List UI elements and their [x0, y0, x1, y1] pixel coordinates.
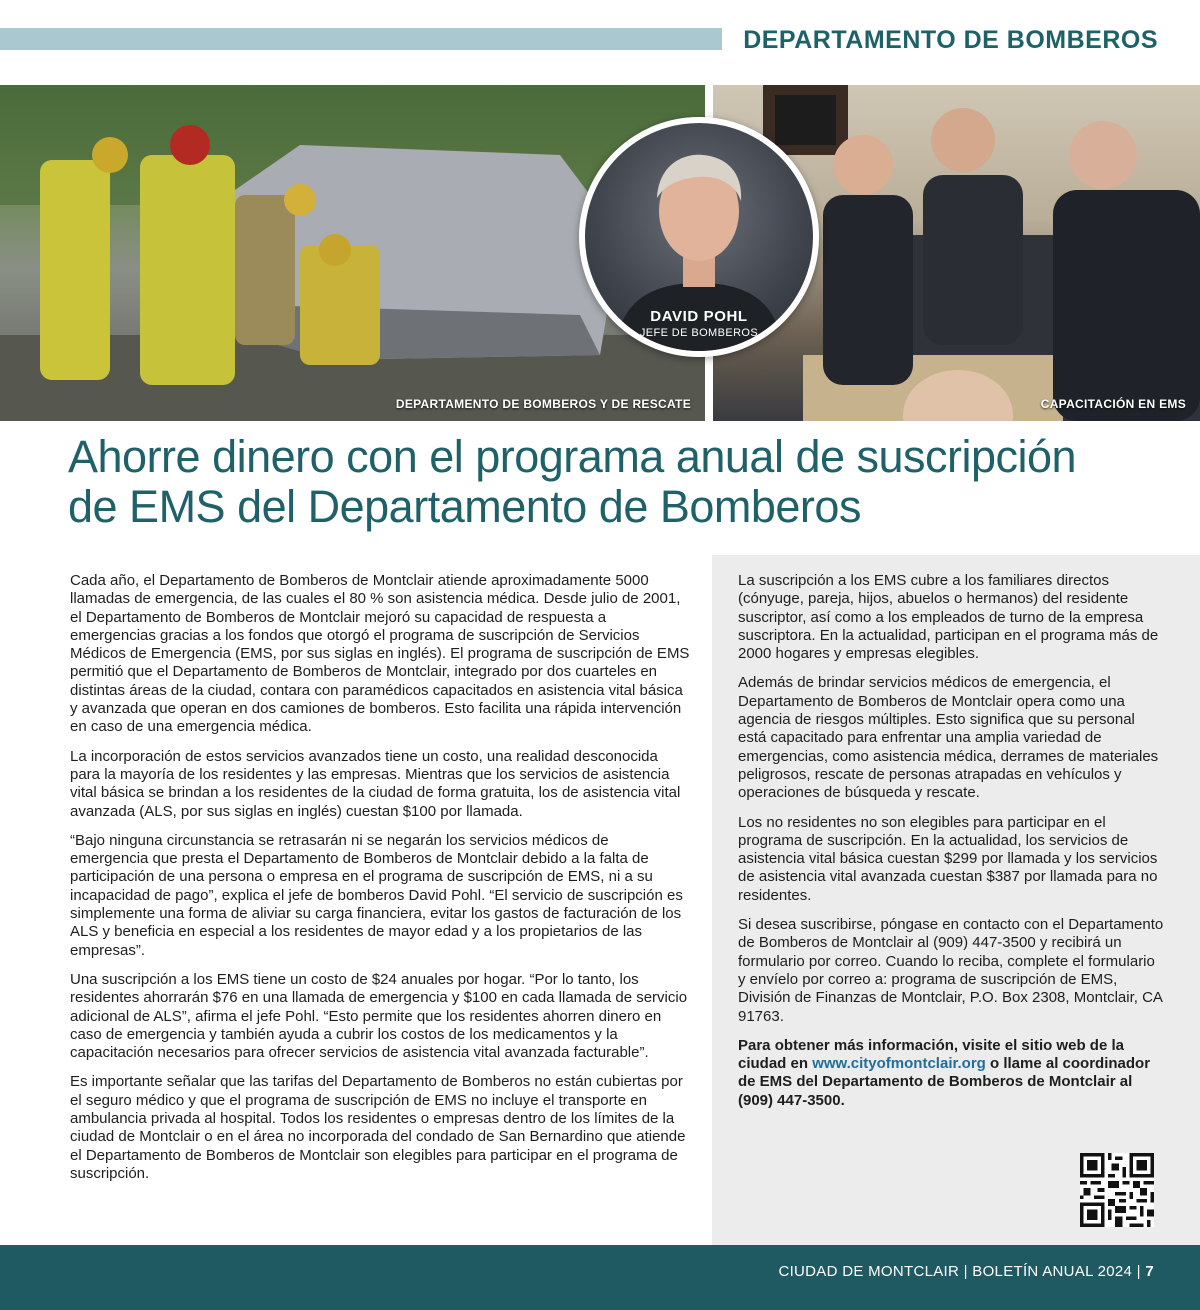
footer-publication: CIUDAD DE MONTCLAIR | BOLETÍN ANUAL 2024 | — [778, 1263, 1141, 1280]
qr-code-icon[interactable] — [1080, 1153, 1154, 1227]
paragraph: “Bajo ninguna circunstancia se retrasarán ni se negarán los servicios médicos de emergencia que presta el Departamento de Bomberos de Montclair debido a la falta de participación de una persona o empresa en el programa de suscripción de EMS, ni a su incapacidad de pago”, explica el jefe de bomberos David Pohl. “El servicio de suscripción es simplemente una forma de aliviar su carga financiera, evitar los gastos de facturación de los ALS y beneficia en especial a los residentes de mayor edad y a los propietarios de las empresas”. — [70, 831, 683, 959]
paragraph: Es importante señalar que las tarifas del Departamento de Bomberos no están cubiertas por el seguro médico y que el programa de suscripción de EMS no incluye el transporte en ambulancia privada al hospital. Todos los residentes o empresas dentro de los límites de la ciudad de Montclair o en el área no incorporada del condado de San Bernardino que atiende el Departamento de Bomberos de Montclair son elegibles para participar en el programa de suscripción. — [70, 1073, 686, 1182]
paragraph: La incorporación de estos servicios avanzados tiene un costo, una realidad desconocida para la mayoría de los residentes y las empresas. Mientras que los servicios de asistencia vital básica se brindan a los residentes de la ciudad de forma gratuita, los de asistencia vital avanzada (ALS, por sus siglas en inglés) cuestan $100 por llamada. — [70, 747, 681, 820]
paragraph: Los no residentes no son elegibles para participar en el programa de suscripción. En la actualidad, los servicios de asistencia vital básica cuestan $299 por llamada y los servicios de asistencia vital avanzada cuestan $387 por llamada para no residentes. — [738, 813, 1158, 904]
chief-portrait — [579, 117, 819, 357]
paragraph: La suscripción a los EMS cubre a los familiares directos (cónyuge, pareja, hijos, abuelos o hermanos) del residente suscriptor, así como a los empleados de turno de la empresa suscriptora. En la actualidad, participan en el programa más de 2000 hogares y empresas elegibles. — [738, 572, 1159, 663]
info-text-before: Para obtener más información, visite el sitio web de la ciudad en — [738, 1036, 1124, 1073]
article-left-column — [70, 572, 690, 1194]
headline-line-1: Ahorre dinero con el programa anual de suscripción — [68, 431, 1077, 482]
article-headline — [68, 432, 1148, 532]
page-number: 7 — [1145, 1263, 1154, 1280]
header-accent-bar — [0, 28, 722, 50]
portrait-name: DAVID POHL — [650, 308, 748, 325]
headline-line-2: de EMS del Departamento de Bomberos — [68, 481, 861, 532]
more-info-paragraph — [738, 1037, 1164, 1110]
paragraph: Además de brindar servicios médicos de emergencia, el Departamento de Bomberos de Montclair opera como una agencia de riesgos múltiples. Esto significa que su personal está capacitado para enfrentar una amplia variedad de emergencias, como asistencia médica, derrames de materiales peligrosos, rescate de personas atrapadas en vehículos y operaciones de búsqueda y rescate. — [738, 674, 1159, 802]
city-website-link[interactable]: www.cityofmontclair.org — [812, 1055, 986, 1073]
paragraph: Una suscripción a los EMS tiene un costo de $24 anuales por hogar. “Por lo tanto, los residentes ahorrarán $76 en una llamada de emergencia y $100 en cada llamada de servicio adicional de ALS”, afirma el jefe Pohl. “Esto permite que los residentes ahorren dinero en caso de emergencia y también ayuda a cubrir los costos de los medicamentos y la capacitación necesarios para ofrecer servicios de asistencia vital avanzada facturable”. — [70, 970, 688, 1062]
paragraph: Cada año, el Departamento de Bomberos de Montclair atiende aproximadamente 5000 llamadas de emergencia, de las cuales el 80 % son asistencia médica. Desde julio de 2001, el Departamento de Bomberos de Montclair mejoró su capacidad de respuesta a emergencias gracias a los fondos que otorgó el programa de suscripción de Servicios Médicos de Emergencia (EMS, por sus siglas en inglés). El programa de suscripción de EMS permitió que el Departamento de Bomberos de Montclair, integrado por dos cuarteles en distintas áreas de la ciudad, contara con paramédicos capacitados en asistencia vital básica y avanzada que operan en dos camiones de bomberos. Esto facilita una rápida intervención en caso de una emergencia médica. — [70, 572, 690, 736]
footer-text — [778, 1263, 1154, 1280]
section-label: DEPARTAMENTO DE BOMBEROS — [743, 26, 1158, 54]
rescue-photo-caption: DEPARTAMENTO DE BOMBEROS Y DE RESCATE — [395, 397, 691, 411]
portrait-role: JEFE DE BOMBEROS — [639, 327, 759, 339]
paragraph: Si desea suscribirse, póngase en contacto con el Departamento de Bomberos de Montclair al (909) 447-3500 y recibirá un formulario por correo. Cuando lo reciba, complete el formulario y envíelo por correo a: programa de suscripción de EMS, División de Finanzas de Montclair, P.O. Box 2308, Montclair, CA 91763. — [738, 916, 1164, 1025]
training-photo-caption: CAPACITACIÓN EN EMS — [1040, 397, 1186, 411]
qr-code-graphic — [1080, 1153, 1154, 1227]
page-footer — [0, 1245, 1200, 1310]
article-right-column — [738, 572, 1164, 1121]
info-text-after: o llame al coordinador de EMS del Departamento de Bomberos de Montclair al (909) 447-3500. — [738, 1055, 1151, 1109]
